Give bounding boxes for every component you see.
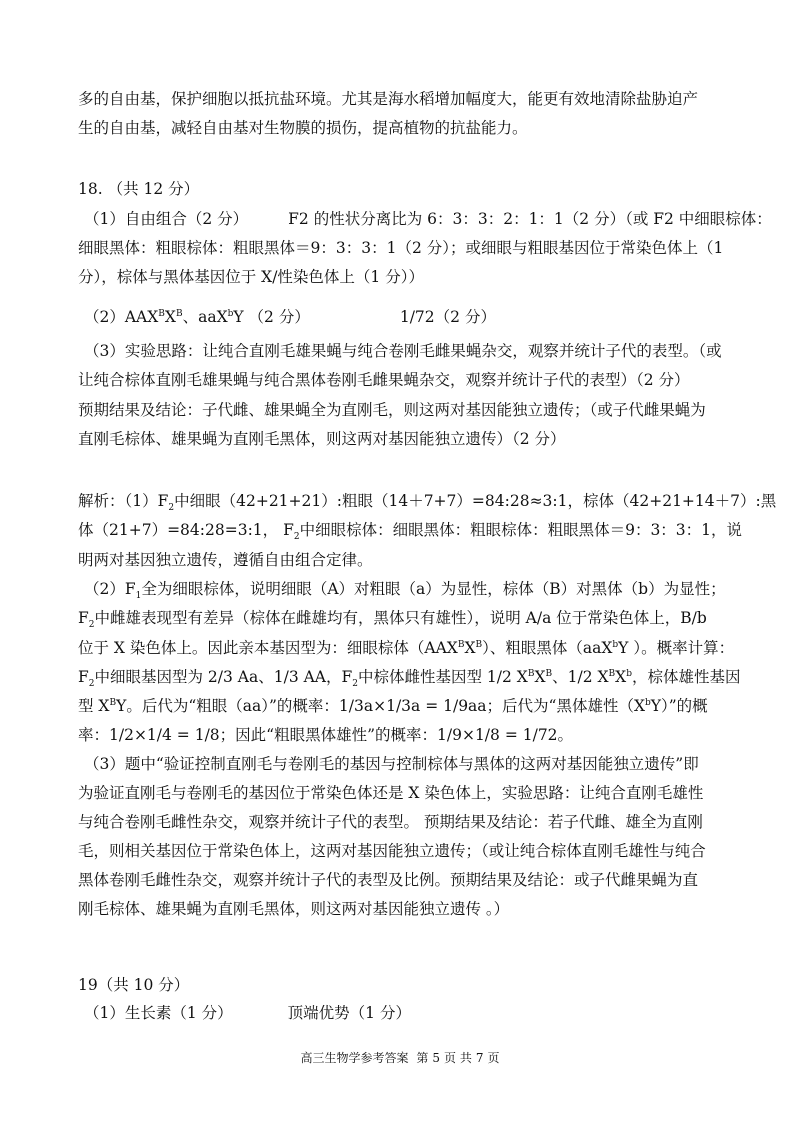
analysis-line-13: 毛，则相关基因位于常染色体上，这两对基因能独立遗传；（或让纯合棕体直刚毛雄性与纯合 [78,842,706,860]
q18-part2-line: $(2)AAX^BX^B$、aaX$^b$Y （2 分） 1/72（2 分） [84,308,496,326]
q18-part3-line3: 预期结果及结论：子代雌、雄果蝇全为直刚毛，则这两对基因能独立遗传；（或子代雌果蝇为 [78,401,706,419]
q18-part1-line3: 分），棕体与黑体基因位于 X/性染色体上（1 分）） [78,268,424,286]
analysis-line-4: $(2)F_1$全为细眼棕体，说明细眼（A）对粗眼（a）为显性，棕体（B）对黑体（b）为显性； [84,580,726,602]
analysis-line-2: 体（21+7）=84:28=3:1， $F_2$中细眼棕体：细眼黑体：粗眼棕体：粗眼黑体＝9：3：3：1，说 [78,521,743,543]
question-19-title: 19（共 10 分） [78,976,190,994]
q19-part1-line: （1）生长素（1 分） 顶端优势（1 分） [84,1004,411,1022]
q18-part1-line1: （1）自由组合（2 分） F2 的性状分离比为 6：3：3：2：1：1（2 分）（或 F2 中细眼棕体： [84,210,772,228]
intro-line-1: 多的自由基，保护细胞以抵抗盐环境。尤其是海水稻增加幅度大，能更有效地清除盐胁迫产 [78,90,699,108]
analysis-line-12: 与纯合卷刚毛雌性杂交，观察并统计子代的表型。 预期结果及结论：若子代雌、雄全为直刚 [78,813,703,831]
analysis-line-9: 率：1/2×1/4 = 1/8；因此“粗眼黑体雄性”的概率：1/9×1/8 = 1/72。 [78,726,574,744]
analysis-line-3: 明两对基因独立遗传，遵循自由组合定律。 [78,551,373,569]
analysis-line-14: 黑体卷刚毛雌性杂交，观察并统计子代的表型及比例。预期结果及结论：或子代雌果蝇为直 [78,871,699,889]
q18-part3-line2: 让纯合棕体直刚毛雄果蝇与纯合黑体卷刚毛雌果蝇杂交，观察并统计子代的表型）（2 分） [78,371,690,389]
analysis-line-11: 为验证直刚毛与卷刚毛的基因位于常染色体还是 X 染色体上，实验思路：让纯合直刚毛雄性 [78,784,704,802]
analysis-line-15: 刚毛棕体、雄果蝇为直刚毛黑体，则这两对基因能独立遗传 。） [78,900,510,918]
analysis-line-10: （3）题中“验证控制直刚毛与卷刚毛的基因与控制棕体与黑体的这两对基因能独立遗传”即 [84,755,699,773]
analysis-line-1: 解析：$(1)F_2$中细眼（42+21+21）:粗眼（14＋7+7）=84:28≈3:1，棕体（42+21+14＋7）:黑 [78,492,777,514]
footer-subject: 高三生物学参考答案 [300,1051,409,1065]
q18-part1-line2: 细眼黑体：粗眼棕体：粗眼黑体＝9：3：3：1（2 分）；或细眼与粗眼基因位于常染色体上（1 [78,239,724,257]
page-footer: 高三生物学参考答案 第 5 页 共 7 页 [300,1051,500,1065]
q18-part3-line4: 直刚毛棕体、雄果蝇为直刚毛黑体，则这两对基因能独立遗传）（2 分） [78,430,566,448]
page-total: 7 [475,1051,484,1065]
intro-line-2: 生的自由基，减轻自由基对生物膜的损伤，提高植物的抗盐能力。 [78,119,528,137]
analysis-line-5: $F_2$中雌雄表现型有差异（棕体在雌雄均有，黑体只有雄性），说明 A/a 位于常染色体上，B/b [78,609,707,631]
analysis-line-7: $F_2$中细眼基因型为 2/3 Aa、1/3 AA，$F_2$中棕体雌性基因型 1/2 $X^BX^B$、1/2 $X^BX^b$，棕体雄性基因 [78,668,741,690]
question-18-title: 18. （共 12 分） [78,180,200,198]
analysis-line-6: 位于 X 染色体上。因此亲本基因型为：细眼棕体$(AAX^BX^B)$、粗眼黑体（aaX$^b$Y ）。概率计算： [78,639,735,657]
analysis-line-8: 型 $X^BY$。后代为“粗眼（aa）”的概率：1/3a×1/3a = 1/9aa；后代为“黑体雄性$(X^bY)$”的概 [78,697,708,715]
page-number: 5 [432,1051,440,1065]
q18-part3-line1: （3）实验思路：让纯合直刚毛雄果蝇与纯合卷刚毛雌果蝇杂交，观察并统计子代的表型。（或 [84,342,722,360]
